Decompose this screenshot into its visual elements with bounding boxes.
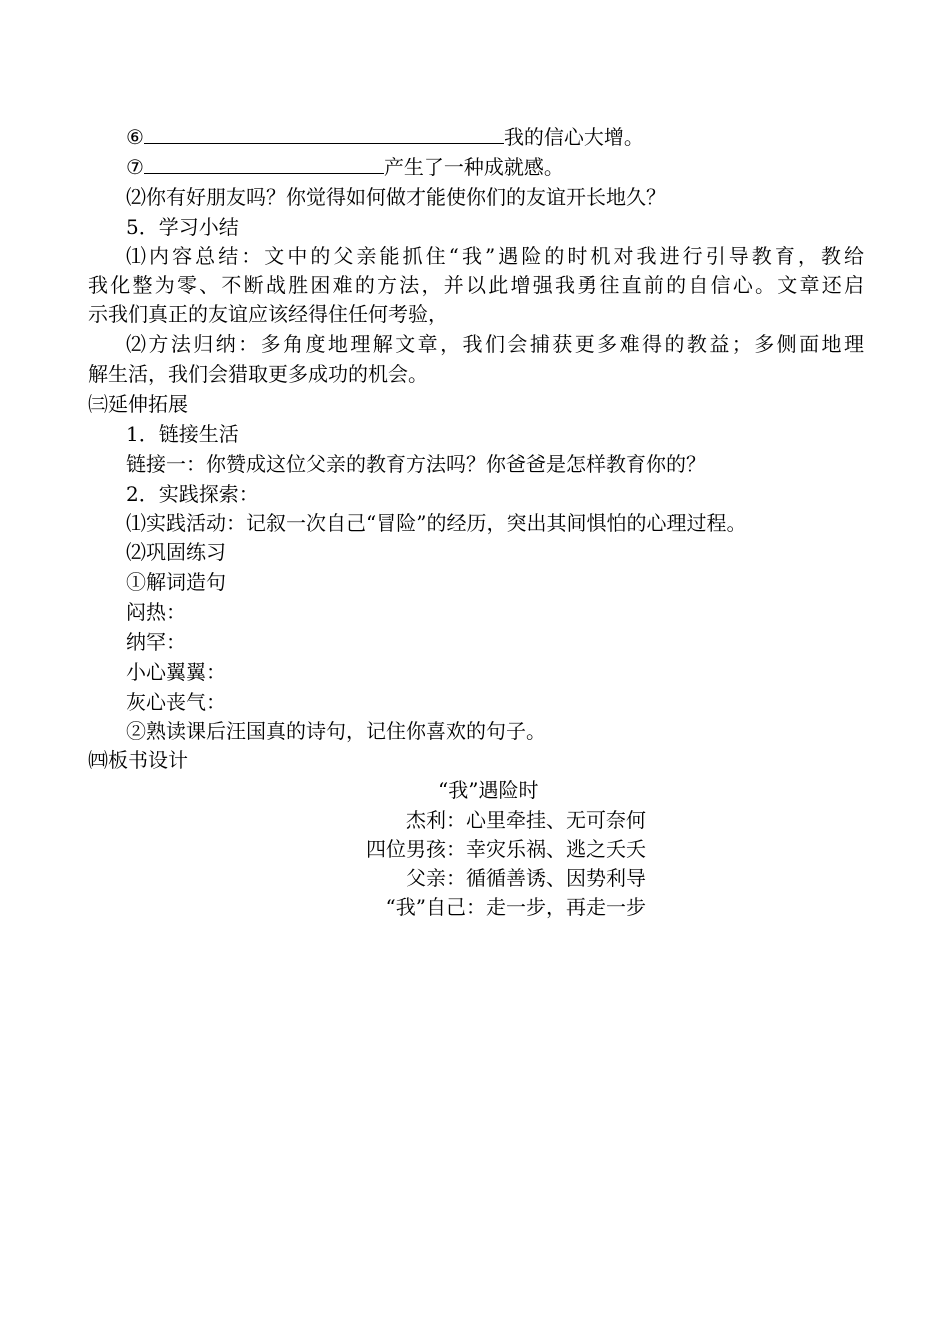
- recite-poem-task: ②熟读课后汪国真的诗句，记住你喜欢的句子。: [126, 719, 546, 743]
- vocabulary-word-1: 闷热：: [126, 600, 186, 624]
- content-summary-line-1: ⑴内容总结：文中的父亲能抓住“我”遇险的时机对我进行引导教育，教给: [126, 244, 864, 268]
- board-row-boys: 四位男孩：幸灾乐祸、逃之夭夭: [366, 837, 646, 861]
- method-summary-line-2: 解生活，我们会猎取更多成功的机会。: [88, 362, 428, 386]
- practice-activity: ⑴实践活动：记叙一次自己“冒险”的经历，突出其间惧怕的心理过程。: [126, 511, 747, 535]
- link-life-heading: 1．链接生活: [126, 422, 239, 446]
- practice-heading: 2．实践探索：: [126, 482, 259, 506]
- item-6-line: [126, 123, 644, 151]
- fill-in-blank-7[interactable]: [144, 153, 384, 174]
- summary-heading: 5．学习小结: [126, 215, 239, 239]
- item-7-line: [126, 153, 564, 181]
- section-board-design-heading: ㈣板书设计: [88, 748, 188, 772]
- board-row-self: “我”自己：走一步，再走一步: [385, 895, 646, 919]
- board-list: [366, 806, 646, 922]
- vocabulary-word-2: 纳罕：: [126, 630, 186, 654]
- vocabulary-word-4: 灰心丧气：: [126, 690, 226, 714]
- item-7-marker: ⑦: [126, 155, 144, 179]
- content-summary-line-2: 我化整为零、不断战胜困难的方法，并以此增强我勇往直前的自信心。文章还启: [88, 273, 864, 297]
- item-6-marker: ⑥: [126, 125, 144, 149]
- link-one-question: 链接一：你赞成这位父亲的教育方法吗？你爸爸是怎样教育你的？: [126, 452, 706, 476]
- question-friendship: ⑵你有好朋友吗？你觉得如何做才能使你们的友谊开长地久？: [126, 185, 666, 209]
- board-row-father: 父亲：循循善诱、因势利导: [406, 866, 646, 890]
- content-summary-line-3: 示我们真正的友谊应该经得住任何考验，: [88, 302, 448, 326]
- item-7-text: 产生了一种成就感。: [383, 155, 564, 179]
- method-summary-line-1: ⑵方法归纳：多角度地理解文章，我们会捕获更多难得的教益；多侧面地理: [126, 332, 864, 356]
- board-title: “我”遇险时: [438, 778, 539, 802]
- vocabulary-heading: ①解词造句: [126, 570, 226, 594]
- item-6-text: 我的信心大增。: [503, 125, 644, 149]
- vocabulary-word-3: 小心翼翼：: [126, 660, 226, 684]
- practice-exercise: ⑵巩固练习: [126, 540, 226, 564]
- board-row-jerry: 杰利：心里牵挂、无可奈何: [406, 808, 646, 832]
- section-extension-heading: ㈢延伸拓展: [88, 392, 188, 416]
- fill-in-blank-6[interactable]: [144, 123, 504, 144]
